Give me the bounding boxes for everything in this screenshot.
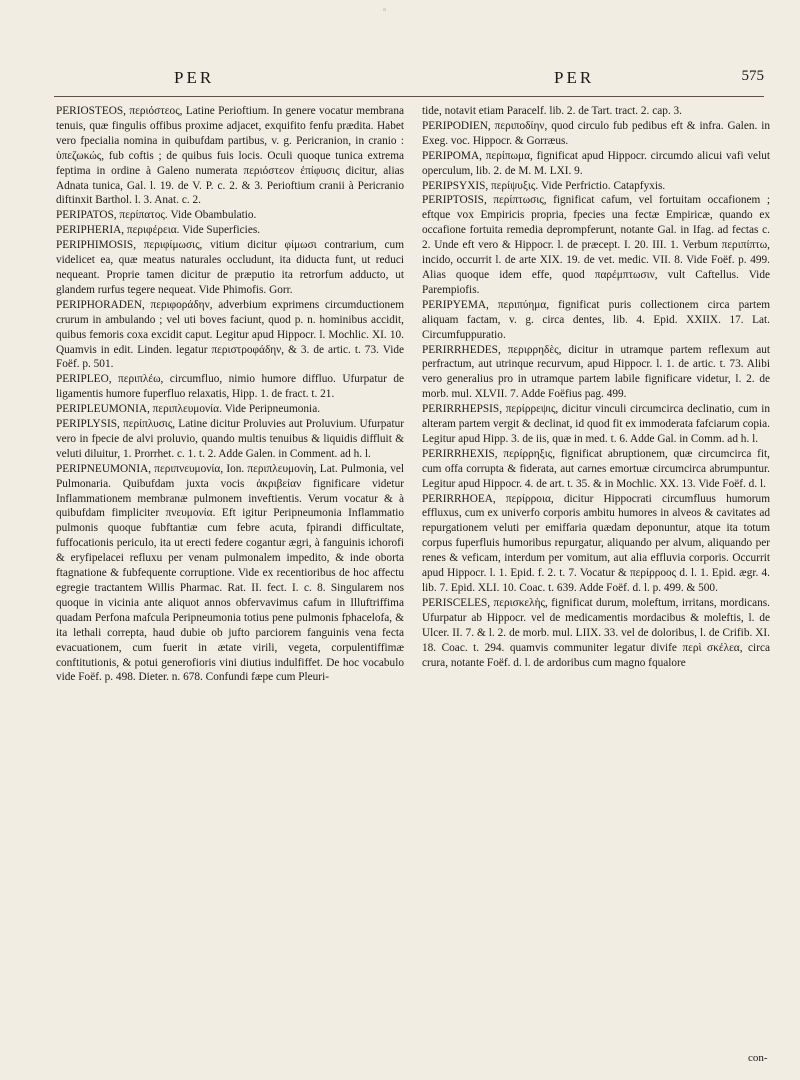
- entry-periplysis: PERIPLYSIS, περίπλυσις, Latine dicitur Proluvies aut Proluvium. Ufurpatur vero in fpecie de alvi proluvio, quando multis tenuibus & liquidis diffluit & veluti diluitur, 1. Prorrhet. c. 1. t. 2. Adde Galen. in Comment. ad h. l.: [56, 418, 404, 460]
- entry-perirrhedes: PERIRRHEDES, περιρρηδὲς, dicitur in utramque partem reflexum aut perfractum, aut utrinque recurvum, apud Hippocr. l. 1. de artic. t. 73. Alibi vero generalius pro in utramque partem labile fignificare videtur, l. 2. de morb. mul. XLVII. 7. Adde Foëfius pag. 499.: [422, 343, 770, 401]
- entry-peripsyxis: PERIPSYXIS, περίψυξις. Vide Perfrictio. Catapfyxis.: [422, 179, 666, 192]
- entry-periosteos: PERIOSTEOS, περιόστεος, Latine Perioftium. In genere vocatur membrana tenuis, quæ fingulis offibus proxime adjacet, exquifito fenfu prædita. Habet vero fpecialia nomina in quibufdam partibus, v. g. Pericranion, in cranio : ὑπεζωκώς, fub coftis ; de quibus fuis locis. Oculi quoque tunica extrema feptima in ordine à Galeno numerata περιόστεον ἐπίφυσις dicitur, alias Adnata tunica, Gal. l. 19. de V. P. c. 2. & 3. Perioftium cranii à Pericranio diftinxit Barthol. l. 3. Anat. c. 2.: [56, 105, 404, 207]
- catchword: con-: [748, 1052, 768, 1064]
- page-number: 575: [741, 68, 764, 84]
- entry-periphimosis: PERIPHIMOSIS, περιφίμωσις, vitium dicitur φίμωσι contrarium, cum videlicet ea, quæ meatus naturales occludunt, ita diducta funt, ut reduci nequeant. Proprie tamen dicitur de præputio ita retrorfum adducto, ut glandem rurfus tegere nequeat. Vide Phimofis. Gorr.: [56, 239, 404, 296]
- entry-continuation: tide, notavit etiam Paracelf. lib. 2. de Tart. tract. 2. cap. 3.: [422, 105, 682, 117]
- running-head-left: PER: [174, 68, 215, 87]
- entry-perirrhexis: PERIRRHEXIS, περίρρηξις, fignificat abruptionem, quæ circumcirca fit, cum offa corrupta & fiderata, aut carnes emortuæ circumcirca abrumpuntur. Legitur apud Hippocr. 4. de art. t. 35. & in Mochlic. XX. 13. Vide Foëf. d. l.: [422, 447, 770, 490]
- right-column: [422, 104, 770, 670]
- entry-peripheria: PERIPHERIA, περιφέρεια. Vide Superficies.: [56, 224, 261, 237]
- entry-peripneumonia: PERIPNEUMONIA, περιπνευμονία, Ion. περιπλευμονίη, Lat. Pulmonia, vel Pulmonaria. Quibufdam juxta vocis ἀκριβείαν fignificare videtur Inflammationem membranæ pulmonem inveftientis. Verum vocatur & à quibufdam fimpliciter πνευμονία. Eft igitur Peripneumonia Inflammatio pulmonis quoque fubftantiæ cum febre acuta, fpirandi difficultate, fuffocationis periculo, ita ut erecti federe cogantur ægri, à fanguinis ichorofi & eryfipelacei refluxu per venam pulmonalem impedito, & inde oborta ftagnatione & fubfequente corruptione. Vide ex recentioribus de hoc affectu egregie tractantem Willis Pharmac. Rat. II. fect. I. c. 8. Singularem nos quoque in vicinia ante aliquot annos obfervavimus cafum in Illuftriffima quadam Perfona mafcula Peripneumonia totius pene pulmonis fphacelofa, & ita lethali correpta, haud dubie ob jufto parciorem fanguinis vena fecta evacuationem, cum fuerit in ætate virili, vegeta, corpulentiffimæ conftitutionis, & potui generofioris vini diutius indulfiffet. De hoc vocabulo vide Foëf. p. 498. Dieter. n. 678. Confundi fæpe cum Pleuri-: [56, 462, 404, 684]
- entry-peripleumonia: PERIPLEUMONIA, περιπλευμονία. Vide Peripneumonia.: [56, 403, 321, 416]
- running-head: [54, 68, 764, 94]
- entry-peripatos: PERIPATOS, περίπατος. Vide Obambulatio.: [56, 209, 257, 222]
- left-column: [56, 104, 404, 685]
- entry-peripoma: PERIPOMA, περίπωμα, fignificat apud Hippocr. circumdo alicui vafi velut operculum, lib. 2. de M. M. LXI. 9.: [422, 149, 770, 177]
- entry-perirrhepsis: PERIRRHEPSIS, περίρρεψις, dicitur vinculi circumcirca declinatio, cum in alteram partem vergit & declinat, id quod fit ex immoderata fafciarum copia. Legitur apud Hipp. 3. de iis, quæ in med. t. 6. Adde Gal. in Comm. ad h. l.: [422, 403, 770, 445]
- entry-peripodien: PERIPODIEN, περιποδίην, quod circulo fub pedibus eft & infra. Galen. in Exeg. voc. Hippocr. & Gorræus.: [422, 119, 770, 147]
- entry-periphoraden: PERIPHORADEN, περιφοράδην, adverbium exprimens circumductionem crurum in ambulando ; vel uti boves faciunt, quod p. n. hominibus accidit, quibus femoris coxa excidit caput. Legitur apud Hippocr. l. Mochlic. XI. 10. Quamvis in edit. Linden. legatur περιστροφάδην, & 3. de artic. t. 73. Vide Foëf. p. 501.: [56, 298, 404, 371]
- entry-perisceles: PERISCELES, περισκελὴς, fignificat durum, moleftum, irritans, mordicans. Ufurpatur ab Hippocr. vel de medicamentis mordacibus & moleftis, l. de Ulcer. II. 7. & l. 2. de morb. mul. LIIX. 33. vel de doloribus, l. de Crifib. XI. 18. Coac. t. 294. quamvis communiter legatur divife περὶ σκέλεα, circa crura, notante Foëf. d. l. de ardoribus cum magno fqualore: [422, 596, 770, 669]
- header-rule: [54, 96, 764, 97]
- entry-peripleo: PERIPLEO, περιπλέω, circumfluo, nimio humore diffluo. Ufurpatur de ligamentis humore fuperfluo relaxatis, Hipp. 1. de fract. t. 21.: [56, 373, 404, 401]
- running-head-right: PER: [554, 68, 595, 87]
- entry-periptosis: PERIPTOSIS, περίπτωσις, fignificat cafum, vel fortuitam occafionem ; eftque vox Empiricis propria, fpecies una fectæ Empiricæ, quando ex occafione fortuita remedia deprompferunt, notante Gal. in Ifag. ad fectas c. 2. Unde eft vero & Hippocr. l. de præcept. I. 20. III. 1. Verbum περιπίπτω, incido, occurrit l. de arte XIX. 19. de vet. medic. VII. 8. Vide Foëf. p. 499. Alias quoque idem effe, quod παρέμπτωσιν, vult Caftellus. Vide Parempiofis.: [422, 194, 770, 296]
- entry-perirrhoea: PERIRRHOEA, περίρροια, dicitur Hippocrati circumfluus humorum effluxus, cum ex univerfo corporis ambitu humores in alveos & cavitates ad repurgationem veluti per emiffaria quædam deponuntur, atque ita totum corpus fuperfluis humoribus repurgatur, aliquando per alvum, aliquando per renes & veficam, interdum per vomitum, aut alia effluvia corporis. Occurrit apud Hippocr. l. 1. Epid. f. 2. t. 7. Vocatur & περίρροος d. l. 1. Epid. ægr. 4. lib. 7. Epid. XLI. 10. Coac. t. 639. Adde Foëf. d. l. p. 499. & 500.: [422, 492, 770, 594]
- entry-peripyema: PERIPYEMA, περιπύημα, fignificat puris collectionem circa partem aliquam factam, v. g. circa dentes, lib. 4. Epid. XXIIX. 17. Lat. Circumfuppuratio.: [422, 298, 770, 341]
- top-mark: ◦: [382, 6, 388, 16]
